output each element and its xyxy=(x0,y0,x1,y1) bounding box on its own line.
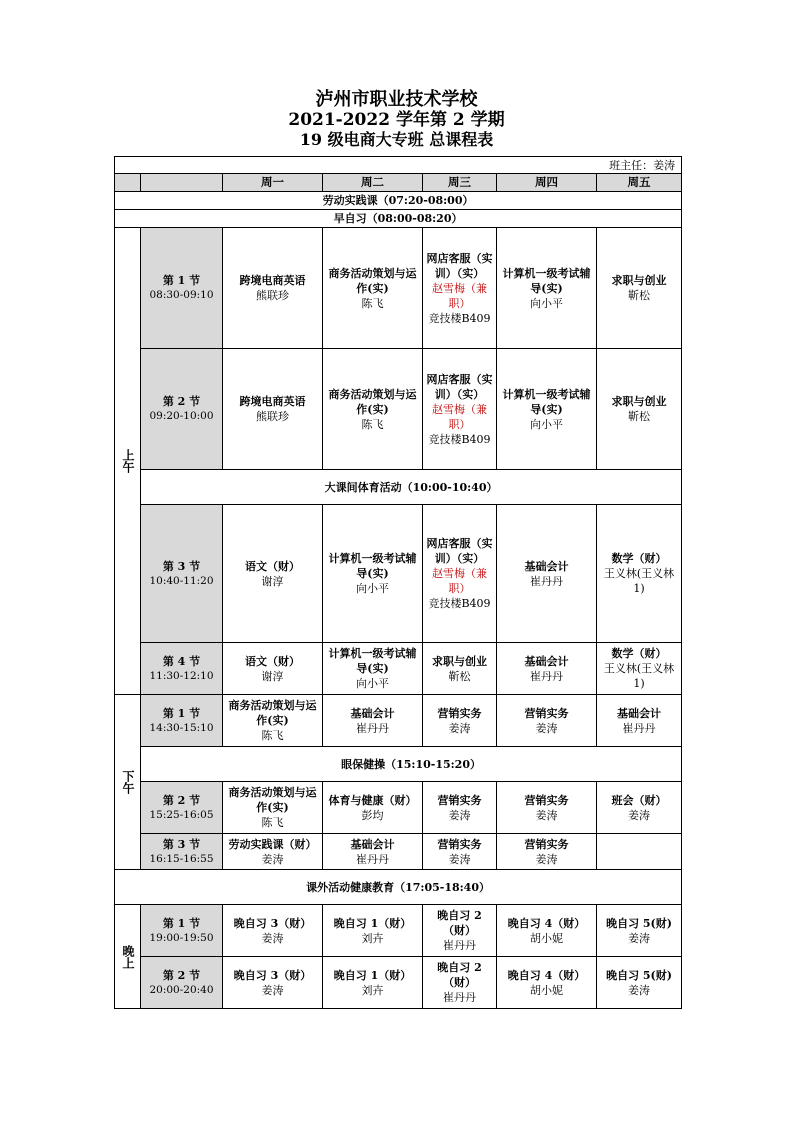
course-name: 营销实务 xyxy=(524,837,569,851)
teacher-name: 熊联珍 xyxy=(256,289,289,302)
period-time: 20:00-20:40 xyxy=(149,983,214,996)
teacher-name: 崔丹丹 xyxy=(622,721,656,735)
teacher-name: 姜涛 xyxy=(535,852,558,866)
teacher-name: 靳松 xyxy=(628,410,651,423)
term-title: 2021-2022 学年第 2 学期 xyxy=(288,110,505,130)
course-name: 晚自习 4（财） xyxy=(507,916,586,930)
teacher-name: 陈飞 xyxy=(261,729,284,742)
course-cell xyxy=(597,643,682,695)
teacher-name: 彭均 xyxy=(361,808,384,822)
teacher-name: 赵雪梅（兼职） xyxy=(432,567,487,595)
course-name: 体育与健康（财） xyxy=(328,793,417,807)
course-cell xyxy=(497,505,597,643)
period-time: 19:00-19:50 xyxy=(149,931,214,944)
period-time: 11:30-12:10 xyxy=(149,669,214,682)
segment-label xyxy=(115,695,141,870)
course-name: 晚自习 3（财） xyxy=(233,916,312,930)
teacher-name: 崔丹丹 xyxy=(356,852,389,866)
period-time: 10:40-11:20 xyxy=(149,574,214,587)
course-cell xyxy=(497,228,597,349)
course-name: 营销实务 xyxy=(437,793,482,807)
activity-band: 大课间体育活动（10:00-10:40） xyxy=(141,470,682,505)
course-cell xyxy=(597,695,682,747)
period-row xyxy=(115,834,682,870)
course-name: 求职与创业 xyxy=(611,395,667,408)
teacher-name: 王义林(王义林 1) xyxy=(603,662,675,690)
teacher-name: 向小平 xyxy=(356,677,389,690)
teacher-name: 王义林(王义林 1) xyxy=(603,567,675,595)
course-cell xyxy=(223,505,323,643)
segment-label-text: 晚上 xyxy=(121,944,135,969)
course-cell xyxy=(423,505,497,643)
course-cell xyxy=(223,349,323,470)
course-cell xyxy=(597,782,682,834)
period-time: 15:25-16:05 xyxy=(149,808,214,821)
period-row xyxy=(115,228,682,349)
period-cell xyxy=(141,957,223,1009)
teacher-name: 刘卉 xyxy=(361,983,384,997)
teacher-name: 谢淳 xyxy=(261,574,284,588)
teacher-name: 姜涛 xyxy=(535,721,558,735)
period-row xyxy=(115,905,682,957)
teacher-name: 胡小妮 xyxy=(530,931,563,945)
course-name: 基础会计 xyxy=(524,654,569,668)
course-name: 网店客服（实训）（实） xyxy=(426,251,493,280)
course-cell xyxy=(323,505,423,643)
teacher-name: 姜涛 xyxy=(261,852,284,866)
course-name: 晚自习 1（财） xyxy=(333,968,412,982)
course-cell xyxy=(597,505,682,643)
course-cell xyxy=(423,228,497,349)
period-cell xyxy=(141,782,223,834)
corner-cell xyxy=(141,174,223,192)
course-name: 晚自习 5(财) xyxy=(606,968,672,982)
course-name: 营销实务 xyxy=(437,837,482,851)
course-cell xyxy=(323,782,423,834)
teacher-name: 陈飞 xyxy=(261,816,284,829)
course-cell xyxy=(497,695,597,747)
day-header: 周三 xyxy=(423,174,497,192)
course-name: 晚自习 5(财) xyxy=(606,916,672,930)
course-cell xyxy=(223,643,323,695)
course-cell xyxy=(497,957,597,1009)
teacher-name: 姜涛 xyxy=(261,931,284,945)
classroom: 竞技楼B409 xyxy=(428,311,491,325)
course-cell xyxy=(497,834,597,870)
teacher-name: 姜涛 xyxy=(535,808,558,822)
course-cell xyxy=(223,695,323,747)
teacher-name: 姜涛 xyxy=(448,721,471,735)
teacher-name: 姜涛 xyxy=(628,983,651,997)
course-cell xyxy=(423,957,497,1009)
school-name: 泸州市职业技术学校 xyxy=(315,89,478,110)
classroom: 竞技楼B409 xyxy=(428,597,491,610)
course-name: 数学（财） xyxy=(611,647,667,660)
period-row xyxy=(115,505,682,643)
teacher-name: 崔丹丹 xyxy=(530,669,563,683)
activity-band: 课外活动健康教育（17:05-18:40） xyxy=(115,870,682,905)
course-cell xyxy=(497,782,597,834)
day-header: 周一 xyxy=(223,174,323,192)
day-header: 周二 xyxy=(323,174,423,192)
course-name: 计算机一级考试辅导(实) xyxy=(502,266,591,295)
teacher-name: 刘卉 xyxy=(361,931,384,945)
course-name: 语文（财） xyxy=(245,654,300,668)
course-cell xyxy=(497,905,597,957)
course-name: 求职与创业 xyxy=(432,654,487,668)
course-name: 计算机一级考试辅导(实) xyxy=(328,552,417,580)
period-time: 09:20-10:00 xyxy=(149,410,214,422)
teacher-name: 向小平 xyxy=(356,582,389,595)
period-number: 第 2 节 xyxy=(162,968,201,982)
period-number: 第 1 节 xyxy=(162,706,201,720)
timetable xyxy=(114,156,682,1009)
course-name: 晚自习 2（财） xyxy=(437,909,482,937)
period-number: 第 2 节 xyxy=(162,793,201,807)
course-cell xyxy=(497,643,597,695)
teacher-name: 靳松 xyxy=(448,669,471,683)
corner-cell xyxy=(115,174,141,192)
course-name: 商务活动策划与运作(实) xyxy=(328,387,417,416)
course-cell xyxy=(223,228,323,349)
course-name: 计算机一级考试辅导(实) xyxy=(502,387,591,416)
period-number: 第 3 节 xyxy=(162,559,201,573)
teacher-name: 熊联珍 xyxy=(256,410,289,423)
course-name: 跨境电商英语 xyxy=(239,274,306,287)
teacher-name: 赵雪梅（兼职） xyxy=(432,281,487,310)
course-cell xyxy=(597,834,682,870)
course-cell xyxy=(323,834,423,870)
period-cell xyxy=(141,905,223,957)
day-header: 周五 xyxy=(597,174,682,192)
course-cell xyxy=(497,349,597,470)
course-cell xyxy=(423,695,497,747)
class-schedule-title: 19 级电商大专班 总课程表 xyxy=(299,130,494,149)
period-number: 第 3 节 xyxy=(162,837,201,851)
period-row xyxy=(115,349,682,470)
period-time: 14:30-15:10 xyxy=(149,721,214,734)
teacher-name: 崔丹丹 xyxy=(530,574,563,588)
course-name: 商务活动策划与运作(实) xyxy=(328,266,417,295)
course-name: 基础会计 xyxy=(617,706,662,720)
course-name: 数学（财） xyxy=(611,552,667,565)
course-name: 基础会计 xyxy=(350,706,395,720)
course-name: 晚自习 4（财） xyxy=(507,968,586,982)
course-name: 营销实务 xyxy=(524,706,569,720)
course-cell xyxy=(323,695,423,747)
course-cell xyxy=(223,834,323,870)
course-cell xyxy=(597,957,682,1009)
course-name: 商务活动策划与运作(实) xyxy=(228,786,317,814)
segment-label xyxy=(115,228,141,695)
course-cell xyxy=(223,957,323,1009)
period-row xyxy=(115,695,682,747)
course-name: 营销实务 xyxy=(437,706,482,720)
period-number: 第 1 节 xyxy=(162,274,201,287)
course-name: 晚自习 3（财） xyxy=(233,968,312,982)
course-cell xyxy=(423,349,497,470)
activity-band: 早自习（08:00-08:20） xyxy=(115,210,682,228)
course-cell xyxy=(597,228,682,349)
course-name: 基础会计 xyxy=(524,559,569,573)
course-name: 网店客服（实训）（实） xyxy=(426,372,493,401)
period-number: 第 2 节 xyxy=(162,395,201,408)
activity-band: 劳动实践课（07:20-08:00） xyxy=(115,192,682,210)
segment-label-text: 下午 xyxy=(121,770,135,794)
period-cell xyxy=(141,228,223,349)
course-cell xyxy=(323,905,423,957)
classroom: 竞技楼B409 xyxy=(428,432,491,446)
day-header: 周四 xyxy=(497,174,597,192)
teacher-name: 崔丹丹 xyxy=(443,991,476,1004)
course-name: 网店客服（实训）（实） xyxy=(426,537,493,565)
course-cell xyxy=(597,905,682,957)
course-name: 班会（财） xyxy=(611,793,667,807)
period-time: 16:15-16:55 xyxy=(149,852,214,865)
teacher-name: 谢淳 xyxy=(261,669,284,683)
course-cell xyxy=(323,643,423,695)
course-cell xyxy=(223,782,323,834)
course-name: 劳动实践课（财） xyxy=(228,837,317,851)
course-name: 营销实务 xyxy=(524,793,569,807)
course-cell xyxy=(423,834,497,870)
course-name: 计算机一级考试辅导(实) xyxy=(328,647,417,675)
period-cell xyxy=(141,349,223,470)
teacher-name: 崔丹丹 xyxy=(356,721,389,735)
teacher-name: 陈飞 xyxy=(361,296,384,310)
course-cell xyxy=(323,349,423,470)
course-name: 基础会计 xyxy=(350,837,395,851)
teacher-name: 赵雪梅（兼职） xyxy=(432,402,487,431)
activity-band: 眼保健操（15:10-15:20） xyxy=(141,747,682,782)
course-cell xyxy=(423,782,497,834)
period-cell xyxy=(141,834,223,870)
course-name: 晚自习 1（财） xyxy=(333,916,412,930)
teacher-name: 姜涛 xyxy=(628,808,651,822)
course-cell xyxy=(323,228,423,349)
teacher-name: 向小平 xyxy=(530,296,563,310)
teacher-name: 姜涛 xyxy=(628,931,651,945)
course-cell xyxy=(223,905,323,957)
teacher-name: 向小平 xyxy=(530,417,563,431)
teacher-name: 陈飞 xyxy=(361,417,384,431)
teacher-name: 姜涛 xyxy=(261,983,284,997)
segment-label-text: 上午 xyxy=(121,449,135,473)
course-cell xyxy=(423,905,497,957)
course-name: 晚自习 2（财） xyxy=(437,961,482,989)
page-title-block xyxy=(0,90,793,150)
course-cell xyxy=(423,643,497,695)
teacher-name: 崔丹丹 xyxy=(443,939,476,952)
period-row xyxy=(115,957,682,1009)
teacher-name: 胡小妮 xyxy=(530,983,563,997)
period-cell xyxy=(141,505,223,643)
teacher-name: 姜涛 xyxy=(448,808,471,822)
period-row xyxy=(115,643,682,695)
period-time: 08:30-09:10 xyxy=(149,289,214,301)
course-name: 求职与创业 xyxy=(611,274,667,287)
period-row xyxy=(115,782,682,834)
course-cell xyxy=(597,349,682,470)
period-cell xyxy=(141,695,223,747)
head-teacher: 班主任：姜涛 xyxy=(115,157,682,174)
course-name: 商务活动策划与运作(实) xyxy=(228,699,317,727)
segment-label xyxy=(115,905,141,1009)
period-number: 第 4 节 xyxy=(162,654,201,668)
period-cell xyxy=(141,643,223,695)
course-name: 跨境电商英语 xyxy=(239,395,306,408)
teacher-name: 靳松 xyxy=(628,289,651,302)
course-name: 语文（财） xyxy=(245,559,300,573)
period-number: 第 1 节 xyxy=(162,916,201,930)
course-cell xyxy=(323,957,423,1009)
teacher-name: 姜涛 xyxy=(448,852,471,866)
